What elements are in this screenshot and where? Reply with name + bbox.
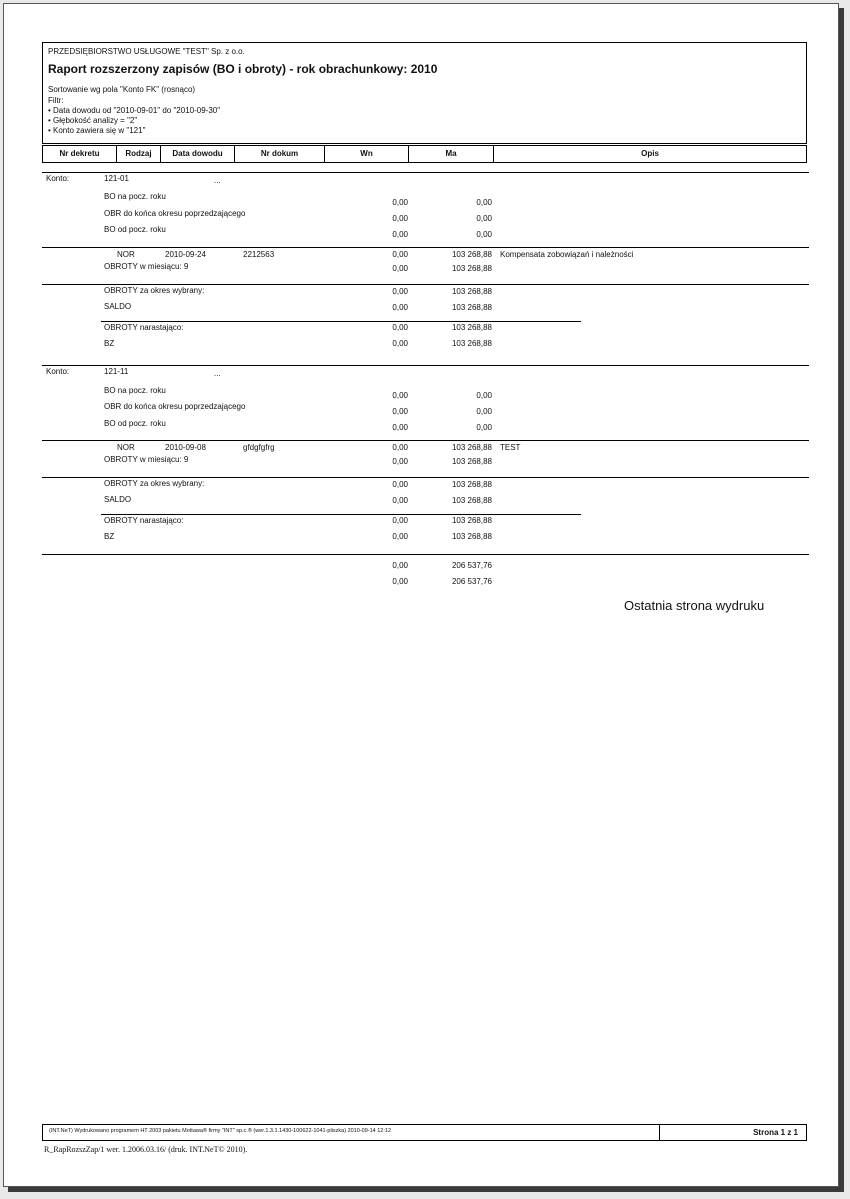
month-turnover-label: OBROTY w miesiącu: 9 (104, 262, 189, 271)
entry-doc: 2212563 (243, 250, 275, 259)
totals-separator (42, 554, 809, 555)
month-wn: 0,00 (392, 457, 408, 466)
cumul-ma: 103 268,88 (451, 323, 492, 332)
cumul-turnover-label: OBROTY narastająco: (104, 516, 184, 525)
bz-wn: 0,00 (392, 339, 408, 348)
company-name: PRZEDSIĘBIORSTWO USŁUGOWE "TEST" Sp. z o.o. (48, 47, 245, 56)
report-title: Raport rozszerzony zapisów (BO i obroty) - rok obrachunkowy: 2010 (48, 62, 438, 76)
bo-wn: 0,00 (392, 423, 408, 432)
bo-wn: 0,00 (392, 214, 408, 223)
col-rodzaj: Rodzaj (117, 146, 161, 162)
bo-ma: 0,00 (476, 391, 492, 400)
filter-item: • Konto zawiera się w "121" (48, 126, 146, 135)
report-header-box (42, 42, 807, 144)
entry-rodzaj: NOR (117, 443, 135, 452)
bo-wn: 0,00 (392, 198, 408, 207)
total-wn: 0,00 (392, 577, 408, 586)
account-separator (42, 365, 809, 366)
saldo-label: SALDO (104, 495, 132, 504)
month-ma: 103 268,88 (451, 264, 492, 273)
entry-wn: 0,00 (392, 443, 408, 452)
saldo-wn: 0,00 (392, 303, 408, 312)
bz-wn: 0,00 (392, 532, 408, 541)
col-ma: Ma (409, 146, 494, 162)
footer-print-info: (INT.NeT) Wydrukowano programem HT 2003 pakietu Mottawa® firmy "INT" sp.c.® (wer.1.3.1.1430-100622-1041-pliszka) 2010-09-14 12:12 (49, 1128, 392, 1134)
period-wn: 0,00 (392, 480, 408, 489)
sort-info: Sortowanie wg pola "Konto FK" (rosnąco) (48, 85, 196, 94)
bo-ma: 0,00 (476, 230, 492, 239)
bo-ma: 0,00 (476, 407, 492, 416)
cumul-wn: 0,00 (392, 323, 408, 332)
saldo-label: SALDO (104, 302, 132, 311)
bo-label: BO od pocz. roku (104, 419, 166, 428)
cumul-separator (101, 514, 581, 515)
period-turnover-label: OBROTY za okres wybrany: (104, 286, 205, 295)
cumul-turnover-label: OBROTY narastająco: (104, 323, 184, 332)
entry-date: 2010-09-24 (165, 250, 206, 259)
period-separator (42, 477, 809, 478)
saldo-ma: 103 268,88 (451, 496, 492, 505)
account-separator (42, 172, 809, 173)
period-ma: 103 268,88 (451, 287, 492, 296)
bo-label: OBR do końca okresu poprzedzającego (104, 402, 246, 411)
bo-label: BO na pocz. roku (104, 386, 166, 395)
period-turnover-label: OBROTY za okres wybrany: (104, 479, 205, 488)
entry-rodzaj: NOR (117, 250, 135, 259)
col-nr-dokum: Nr dokum (235, 146, 325, 162)
bo-wn: 0,00 (392, 230, 408, 239)
entry-separator (42, 247, 809, 248)
report-page (3, 3, 839, 1187)
cumul-ma: 103 268,88 (451, 516, 492, 525)
saldo-wn: 0,00 (392, 496, 408, 505)
last-page-note: Ostatnia strona wydruku (624, 598, 765, 613)
bo-label: BO na pocz. roku (104, 192, 166, 201)
entry-opis: TEST (500, 443, 521, 452)
bz-ma: 103 268,88 (451, 339, 492, 348)
bz-label: BZ (104, 339, 115, 348)
entry-doc: gfdgfgfrg (243, 443, 275, 452)
col-opis: Opis (641, 149, 659, 158)
account-dots: ... (214, 176, 221, 185)
col-wn: Wn (325, 146, 409, 162)
footer-divider (659, 1125, 660, 1140)
total-ma: 206 537,76 (451, 577, 492, 586)
month-turnover-label: OBROTY w miesiącu: 9 (104, 455, 189, 464)
month-wn: 0,00 (392, 264, 408, 273)
col-data-dowodu: Data dowodu (161, 146, 235, 162)
account-dots: ... (214, 369, 221, 378)
col-nr-dekretu: Nr dekretu (43, 146, 117, 162)
entry-opis: Kompensata zobowiązań i należności (500, 250, 634, 259)
total-ma: 206 537,76 (451, 561, 492, 570)
bo-ma: 0,00 (476, 198, 492, 207)
period-wn: 0,00 (392, 287, 408, 296)
bo-wn: 0,00 (392, 407, 408, 416)
entry-ma: 103 268,88 (451, 250, 492, 259)
entry-separator (42, 440, 809, 441)
column-header-row (42, 145, 807, 163)
bo-ma: 0,00 (476, 214, 492, 223)
bo-ma: 0,00 (476, 423, 492, 432)
footer-box (42, 1124, 807, 1141)
cumul-wn: 0,00 (392, 516, 408, 525)
bo-label: BO od pocz. roku (104, 225, 166, 234)
bo-wn: 0,00 (392, 391, 408, 400)
bz-ma: 103 268,88 (451, 532, 492, 541)
entry-date: 2010-09-08 (165, 443, 206, 452)
saldo-ma: 103 268,88 (451, 303, 492, 312)
account-number: 121-11 (104, 367, 129, 376)
month-ma: 103 268,88 (451, 457, 492, 466)
period-ma: 103 268,88 (451, 480, 492, 489)
total-wn: 0,00 (392, 561, 408, 570)
entry-ma: 103 268,88 (451, 443, 492, 452)
filter-item: • Głębokość analizy = "2" (48, 116, 138, 125)
konto-label: Konto: (46, 174, 70, 183)
bz-label: BZ (104, 532, 115, 541)
bo-label: OBR do końca okresu poprzedzającego (104, 209, 246, 218)
entry-wn: 0,00 (392, 250, 408, 259)
filter-label: Filtr: (48, 96, 64, 105)
report-version-info: R_RapRozszZap/1 wer. 1.2006.03.16/ (druk. INT.NeT© 2010). (44, 1145, 248, 1154)
account-number: 121-01 (104, 174, 129, 183)
filter-item: • Data dowodu od "2010-09-01" do "2010-09-30" (48, 106, 221, 115)
page-number: Strona 1 z 1 (753, 1128, 798, 1137)
cumul-separator (101, 321, 581, 322)
konto-label: Konto: (46, 367, 70, 376)
period-separator (42, 284, 809, 285)
